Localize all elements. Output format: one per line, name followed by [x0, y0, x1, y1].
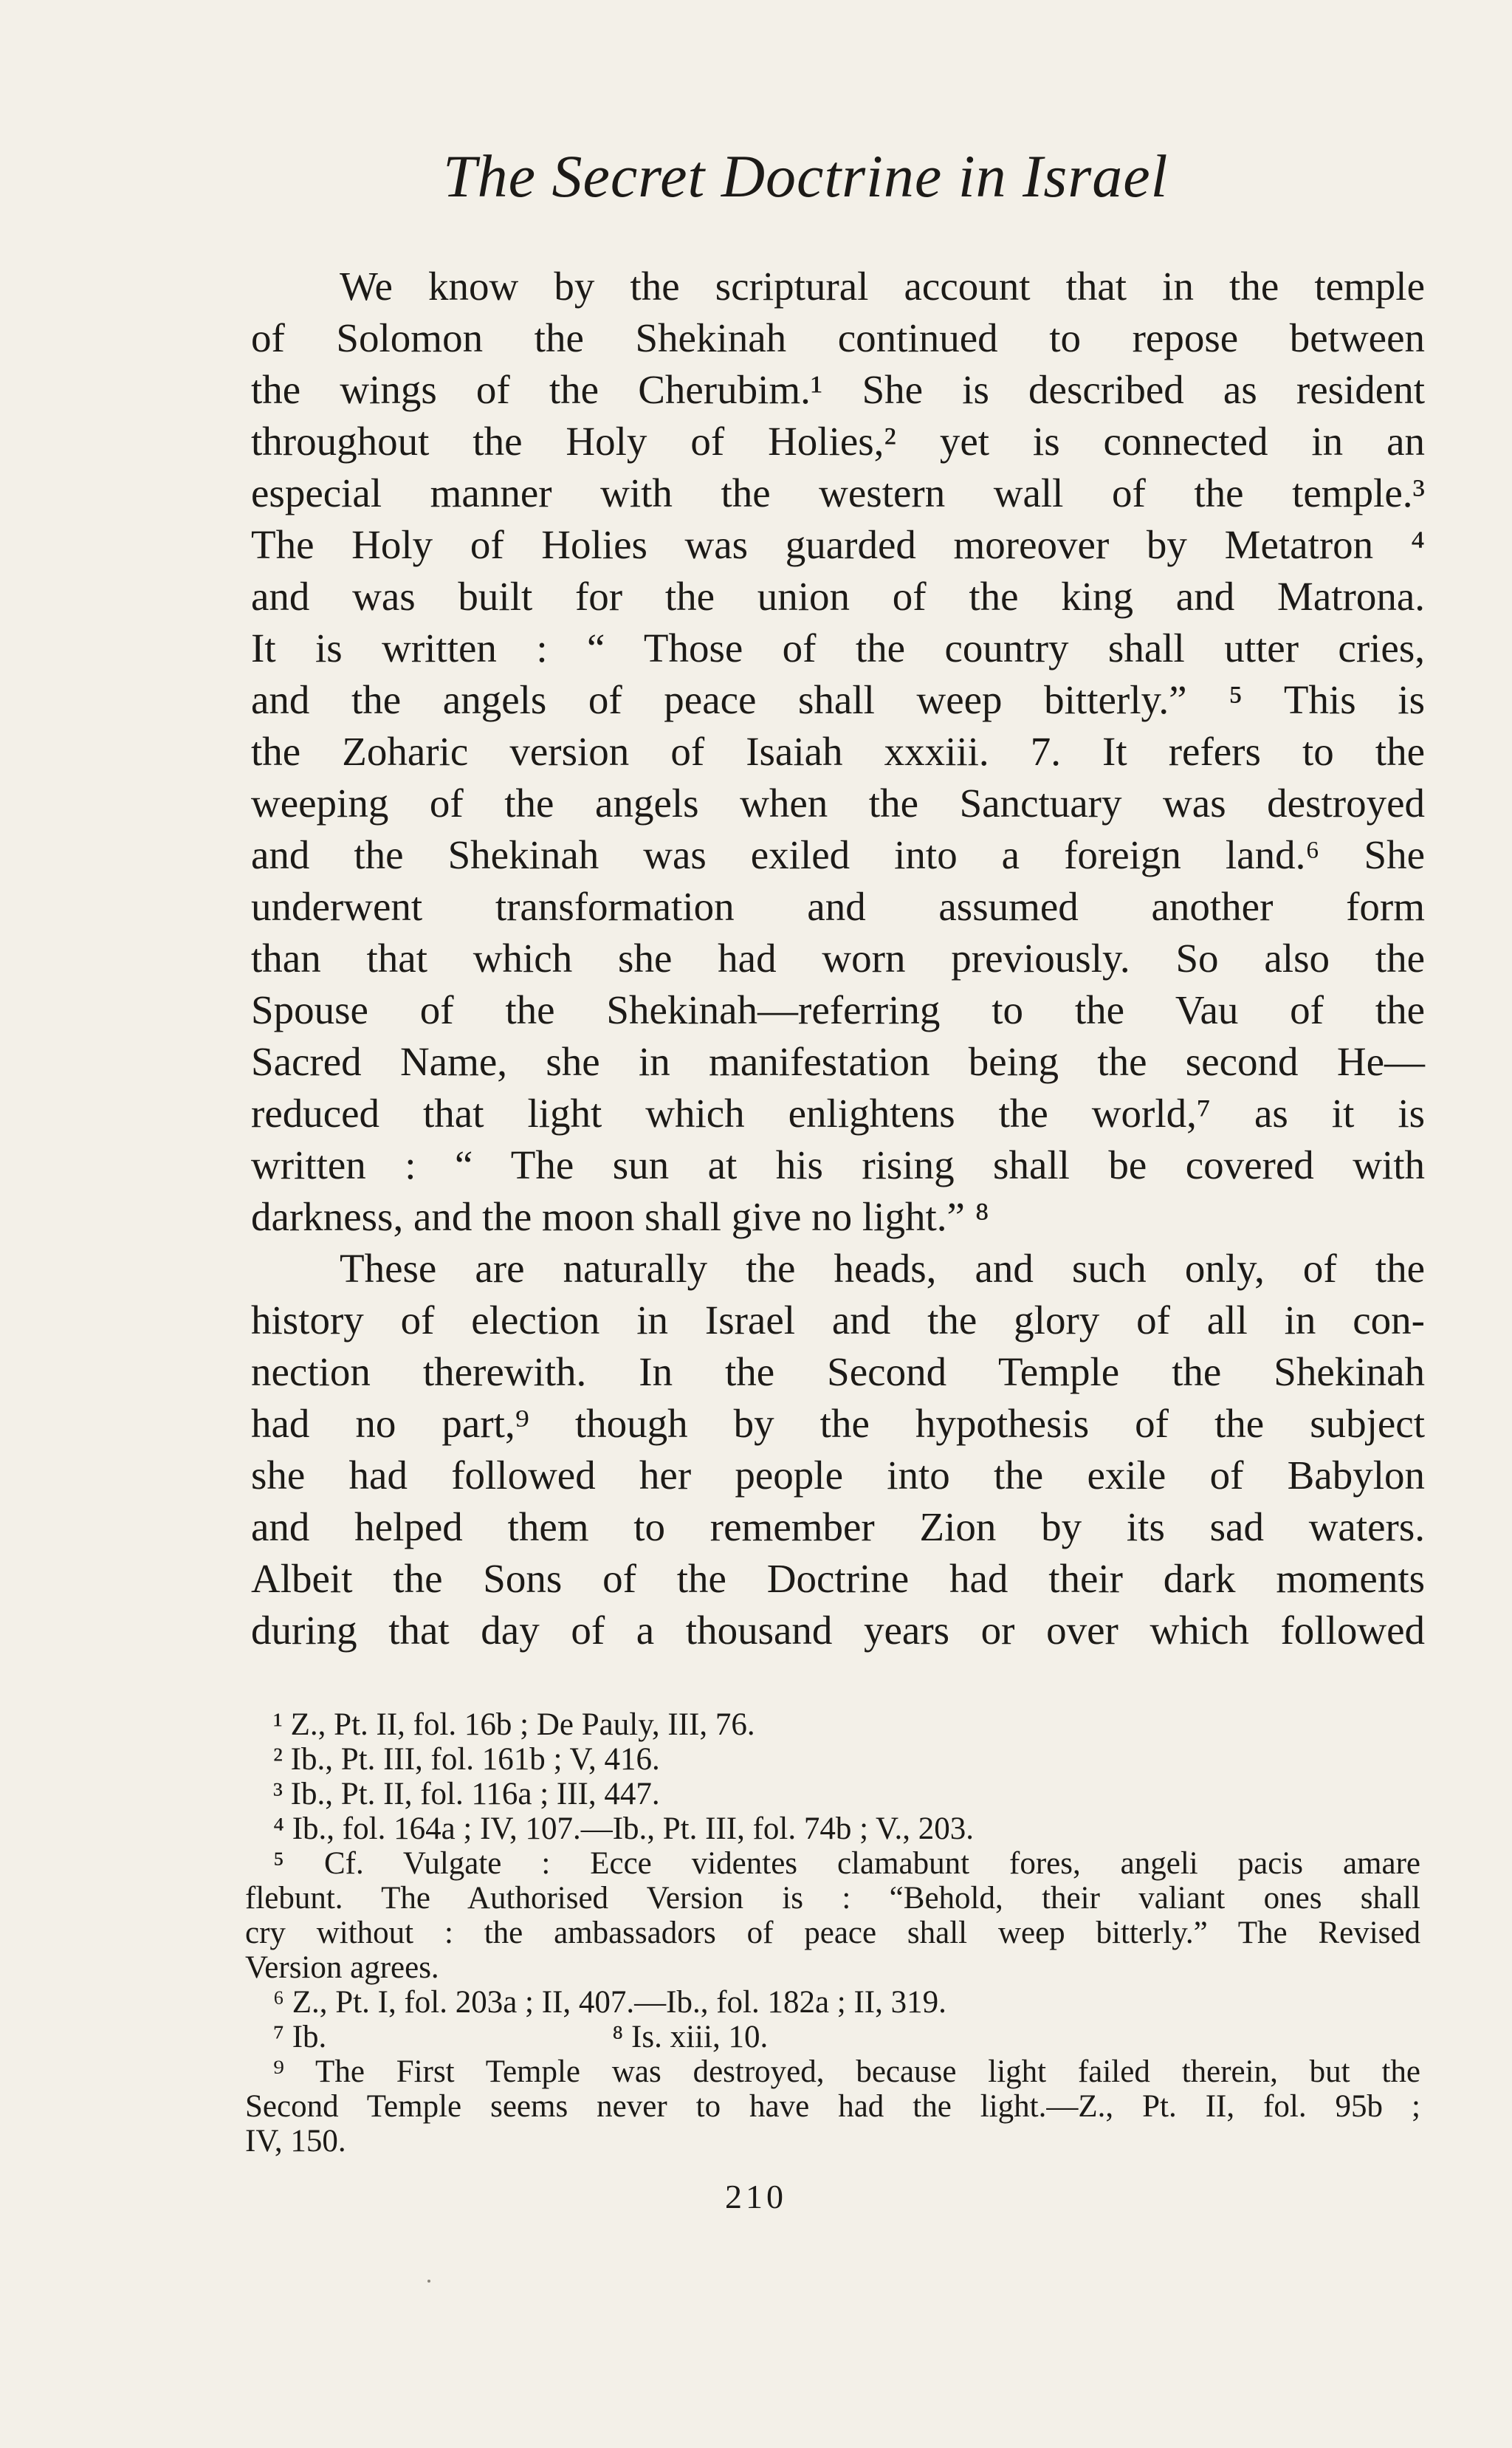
footnote-line: ³ Ib., Pt. II, fol. 116a ; III, 447.: [273, 1777, 660, 1811]
body-line: Albeit the Sons of the Doctrine had their dark moments: [251, 1556, 1425, 1601]
footnote-line: ⁷ Ib. ⁸ Is. xiii, 10.: [273, 2020, 769, 2054]
footnote-line: ² Ib., Pt. III, fol. 161b ; V, 416.: [273, 1742, 660, 1777]
footnotes: [245, 1707, 1420, 2159]
main-text: [251, 261, 1425, 1656]
footnote-line: cry without : the ambassadors of peace shall weep bitterly.” The Revised: [245, 1916, 1420, 1950]
body-line: Spouse of the Shekinah—referring to the Vau of the: [251, 987, 1425, 1032]
body-line: reduced that light which enlightens the world,⁷ as it is: [251, 1091, 1425, 1136]
footnote-line: flebunt. The Authorised Version is : “Behold, their valiant ones shall: [245, 1881, 1420, 1916]
body-line: It is written : “ Those of the country shall utter cries,: [251, 625, 1425, 671]
body-line: These are naturally the heads, and such only, of the: [340, 1246, 1425, 1291]
body-line: and was built for the union of the king and Matrona.: [251, 574, 1425, 619]
body-line: and the Shekinah was exiled into a foreign land.⁶ She: [251, 832, 1425, 877]
page-number: 210: [725, 2178, 787, 2215]
body-line: the wings of the Cherubim.¹ She is described as resident: [251, 367, 1425, 412]
footnote-line: ⁵ Cf. Vulgate : Ecce videntes clamabunt fores, angeli pacis amare: [273, 1846, 1420, 1881]
footnote-line: Version agrees.: [245, 1950, 439, 1985]
body-line: darkness, and the moon shall give no light.” ⁸: [251, 1194, 989, 1239]
body-line: she had followed her people into the exile of Babylon: [251, 1453, 1425, 1498]
footnote-line: ⁹ The First Temple was destroyed, because light failed therein, but the: [273, 2054, 1420, 2089]
body-line: We know by the scriptural account that in the temple: [340, 264, 1425, 309]
body-line: especial manner with the western wall of the temple.³: [251, 470, 1425, 515]
body-line: had no part,⁹ though by the hypothesis of the subject: [251, 1401, 1425, 1446]
body-line: throughout the Holy of Holies,² yet is connected in an: [251, 419, 1425, 464]
footnote-line: IV, 150.: [245, 2124, 346, 2159]
body-line: during that day of a thousand years or over which followed: [251, 1608, 1425, 1653]
body-line: weeping of the angels when the Sanctuary was destroyed: [251, 781, 1425, 826]
body-line: of Solomon the Shekinah continued to repose between: [251, 315, 1425, 360]
body-line: written : “ The sun at his rising shall be covered with: [251, 1142, 1425, 1187]
body-line: than that which she had worn previously. So also the: [251, 936, 1425, 981]
footnote-line: ¹ Z., Pt. II, fol. 16b ; De Pauly, III, 76.: [273, 1707, 755, 1742]
body-line: Sacred Name, she in manifestation being the second He—: [251, 1039, 1425, 1084]
paper-speck: [427, 2280, 430, 2283]
footnote-line: ⁴ Ib., fol. 164a ; IV, 107.—Ib., Pt. III, fol. 74b ; V., 203.: [273, 1811, 975, 1846]
footnote-line: ⁶ Z., Pt. I, fol. 203a ; II, 407.—Ib., fol. 182a ; II, 319.: [273, 1985, 946, 2020]
body-line: the Zoharic version of Isaiah xxxiii. 7. It refers to the: [251, 729, 1425, 774]
body-line: and the angels of peace shall weep bitterly.” ⁵ This is: [251, 677, 1425, 722]
footnote-line: Second Temple seems never to have had the light.—Z., Pt. II, fol. 95b ;: [245, 2089, 1420, 2124]
body-line: The Holy of Holies was guarded moreover by Metatron ⁴: [251, 522, 1425, 567]
body-line: underwent transformation and assumed another form: [251, 884, 1425, 929]
body-line: nection therewith. In the Second Temple the Shekinah: [251, 1349, 1425, 1394]
body-line: history of election in Israel and the glory of all in con-: [251, 1297, 1425, 1343]
running-head: The Secret Doctrine in Israel: [443, 143, 1169, 210]
body-line: and helped them to remember Zion by its sad waters.: [251, 1504, 1425, 1549]
